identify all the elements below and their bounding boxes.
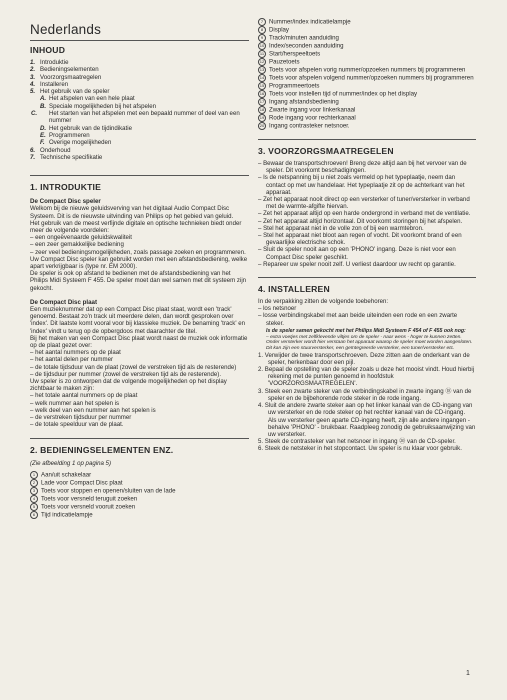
control-number-badge: 20 <box>259 123 265 128</box>
control-item <box>258 122 476 130</box>
bullet-item: – het aantal delen per nummer <box>30 356 113 364</box>
toc-item-number: 6. <box>30 146 36 154</box>
paragraph: In de verpakking zitten de volgende toebehoren: <box>258 298 389 306</box>
control-item <box>30 511 249 519</box>
toc-item <box>30 59 249 66</box>
precaution-item: – Zet het apparaat nooit direct op een versterker of tuner/versterker in verband met de warmte-afgifte hiervan. <box>258 196 470 211</box>
control-number-badge: 6 <box>30 511 38 519</box>
steps-list <box>258 352 476 453</box>
toc-item-number: 3. <box>30 73 36 81</box>
control-item <box>258 18 476 26</box>
control-number-badge: 8 <box>258 26 266 34</box>
install-step: 3. Steek een zwarte steker van de verbindingskabel in zwarte ingang ⑱ van de speler en de bijbehorende rode steker in de rode ingang. <box>258 387 472 402</box>
left-column <box>30 22 249 519</box>
toc-item-label: Introduktie <box>40 59 69 66</box>
control-label: Aan/uit schakelaar <box>41 471 92 479</box>
control-number-badge: 12 <box>259 59 265 64</box>
control-label: Toets voor versneld teruguit zoeken <box>41 495 138 503</box>
control-label: Index/seconden aanduiding <box>269 42 344 50</box>
control-item <box>258 90 476 98</box>
control-label: Track/minuten aanduiding <box>269 34 339 42</box>
install-step: 4. Sluit de andere zwarte steker aan op het linker kanaal van de CD-ingang van uw versterker en de rode steker op het rechter kanaal van de CD-ingang. Als uw versterker geen aparte CD-ingang heeft, zijn alle andere ingangen - behalve 'PHONO' - bruikbaar. Raadpleeg zonodig de gebruiksaanwijzing van uw versterker. <box>258 402 476 438</box>
control-label: Start/herspeeltoets <box>269 50 321 58</box>
divider <box>30 175 249 176</box>
toc-item-number: 4. <box>30 80 36 88</box>
control-item <box>258 74 476 82</box>
toc-item-label: Programmeren <box>49 131 90 139</box>
bullet-item: – losse verbindingskabel met aan beide uiteinden een rode en een zwarte steker. <box>258 312 458 327</box>
control-item <box>258 98 476 106</box>
control-number-badge: 1 <box>30 471 38 479</box>
control-label: Toets voor afspelen vorig nummer/opzoeken nummers bij programmeren <box>269 66 466 74</box>
toc-title: INHOUD <box>30 45 66 55</box>
bullet-list <box>30 234 249 256</box>
control-number-badge: 11 <box>259 51 265 56</box>
paragraph: Welkom bij de nieuwe geluidsverving van het digitaal Audio Compact Disc Systeem. Dit is de nieuwste uitvinding van Philips op het gebied van geluid. <box>30 205 234 220</box>
subheading: De Compact Disc plaat <box>30 298 98 306</box>
toc-item <box>30 125 249 132</box>
toc-item-label: Het gebruik van de tijdindikatie <box>49 124 132 132</box>
control-number-badge: 18 <box>259 107 265 112</box>
control-label: Toets voor afspelen volgend nummer/opzoeken nummers bij programmeren <box>269 74 474 82</box>
toc-item-number: E. <box>40 131 46 139</box>
toc-item-label: Overige mogelijkheden <box>49 139 112 147</box>
toc-item <box>30 139 249 146</box>
control-item <box>30 479 249 487</box>
note-bold: Is de speler samen gekocht met het Philips Midi Systeem F 454 of F 455 ook nog: <box>266 327 466 334</box>
paragraph: Uw Compact Disc speler kan gebruikt worden met een afstandsbediening, welke apart verkrijgbaar is (type nr. EM 2000). <box>30 255 248 270</box>
toc-item-number: C. <box>31 110 38 118</box>
control-number-badge: 7 <box>258 18 266 26</box>
toc-item <box>30 66 249 73</box>
control-label: Lade voor Compact Disc plaat <box>41 479 123 487</box>
page-number: 1 <box>466 670 470 677</box>
control-label: Nummer/index indicatielampje <box>269 18 351 26</box>
precaution-item: – Zet het apparaat altijd op een harde ondergrond in verband met de ventilatie. <box>258 210 471 218</box>
control-item <box>258 106 476 114</box>
toc-item-number: 7. <box>30 153 36 161</box>
bullet-item: – welk deel van een nummer aan het spelen is <box>30 406 156 414</box>
control-number-badge: 4 <box>30 495 38 503</box>
toc-item-label: Het gebruik van de speler <box>40 88 110 96</box>
control-item <box>258 50 476 58</box>
precaution-item: – Is de netspanning bij u niet zoals vermeld op het typeplaatje, neem dan contact op met uw handelaar. Het typeplaatje zit op de achterkant van het apparaat. <box>258 174 465 196</box>
divider <box>258 139 476 140</box>
bullet-item: – de totale speelduur van de plaat. <box>30 421 124 429</box>
toc-item-number: F. <box>40 139 45 147</box>
bullet-item: – de verstreken tijdsduur per nummer <box>30 414 132 422</box>
controls-list <box>30 471 249 519</box>
paragraph: Het gebruik van de meest verfijnde digitale en optische technieken biedt onder meer de volgende voordelen: <box>30 219 242 234</box>
control-label: Zwarte ingang voor linkerkanaal <box>269 106 356 114</box>
right-column <box>258 18 476 453</box>
control-item <box>258 42 476 50</box>
toc-item <box>30 81 249 88</box>
paragraph: Uw speler is zo ontworpen dat de volgende mogelijkheden op het display zichtbaar te maken zijn: <box>30 378 227 393</box>
control-item <box>258 58 476 66</box>
note-line: Onder versterker wordt hier verstaan het apparaat waarop de speler moet worden aangesloten. Dit kan zijn een stuurversterker, een geïntegreerde versterker, een tuner/versterker etc. <box>266 340 473 351</box>
install-title: 4. INSTALLEREN <box>258 284 330 295</box>
toc-item-number: 1. <box>30 59 36 66</box>
install-step: 5. Steek de contrasteker van het netsnoer in ingang ⑳ van de CD-speler. <box>258 438 456 446</box>
control-number-badge: 5 <box>30 503 38 511</box>
figure-reference: (Zie afbeelding 1 op pagina 5) <box>30 460 111 468</box>
toc-item-number: A. <box>40 95 47 103</box>
toc-item-label: Speciale mogelijkheden bij het afspelen <box>49 102 157 110</box>
precaution-item: – Bewaar de transportschroeven! Breng deze altijd aan bij het vervoer van de speler. Dit voorkomt beschadigingen. <box>258 160 467 175</box>
bullet-item: – zeer veel bedieningsmogelijkheden, zoals passage zoeken en programmeren. <box>30 248 246 256</box>
install-section <box>258 298 476 452</box>
toc-item-label: Het afspelen van een hele plaat <box>49 95 135 103</box>
paragraph: Bij het maken van een Compact Disc plaat wordt naast de muziek ook informatie op de plaat gezet over: <box>30 334 248 350</box>
control-item <box>30 471 249 479</box>
control-item <box>258 82 476 90</box>
bullet-item: – een ongeëvenaarde geluidskwaliteit <box>30 234 132 242</box>
control-number-badge: 15 <box>259 83 265 88</box>
control-label: Toets voor instellen tijd of nummer/index op het display <box>269 90 418 98</box>
toc-item <box>30 110 249 125</box>
bullet-item: – het totale aantal nummers op de plaat <box>30 392 138 400</box>
toc-item-label: Voorzorgsmaatregelen <box>40 73 102 81</box>
paragraph: Een muzieknummer dat op een Compact Disc plaat staat, wordt een 'track' genoemd. Bestaat zo'n track uit meerdere delen, dan wordt gesproken over 'index'. Dit laatste komt vooral voor bij klassieke muziek. De benaming 'track' en 'index' vindt u terug op de opbergdoos met daarachter de titel. <box>30 306 245 335</box>
toc-item-number: D. <box>40 124 47 132</box>
control-label: Tijd indicatielampje <box>41 511 93 519</box>
bullet-list <box>30 392 249 428</box>
divider <box>30 438 249 439</box>
precaution-item: – Stel het apparaat niet in de volle zon of bij een warmtebron. <box>258 224 424 232</box>
note-line: – extra voetjes met zelfklevende viltjes om de speler - naar wens - hoger te kunnen zetten. <box>266 334 462 340</box>
control-item <box>258 66 476 74</box>
control-label: Toets voor versneld vooruit zoeken <box>41 503 136 511</box>
toc-item <box>30 95 249 102</box>
control-label: Toets voor stoppen en openen/sluiten van de lade <box>41 487 176 495</box>
control-number-badge: 16 <box>259 91 265 96</box>
control-label: Display <box>269 26 289 34</box>
toc-item <box>30 147 249 154</box>
language-heading: Nederlands <box>30 22 102 37</box>
toc-item-label: Installeren <box>40 80 69 88</box>
toc-item <box>30 74 249 81</box>
control-item <box>30 495 249 503</box>
toc-item <box>30 103 249 110</box>
bullet-item: – een zeer gemakkelijke bediening <box>30 241 124 249</box>
toc-item-label: Onderhoud <box>40 146 71 154</box>
bullet-list <box>30 349 249 378</box>
install-step: 1. Verwijder de twee transportschroeven. Deze zitten aan de onderkant van de speler, herkenbaar door een pijl. <box>258 351 470 366</box>
intro-title: 1. INTRODUKTIE <box>30 182 102 193</box>
control-item <box>30 503 249 511</box>
controls-title: 2. BEDIENINGSELEMENTEN ENZ. <box>30 445 174 456</box>
toc-item <box>30 88 249 95</box>
toc-item-number: 2. <box>30 66 36 74</box>
install-step: 6. Steek de netsteker in het stopcontact. Uw speler is nu klaar voor gebruik. <box>258 445 462 453</box>
bullet-item: – het aantal nummers op de plaat <box>30 349 121 357</box>
control-number-badge: 10 <box>259 43 265 48</box>
precaution-item: – Stel het apparaat niet bloot aan regen of vocht. Dit voorkomt brand of een gevaarlijke electrische schok. <box>258 232 462 247</box>
control-number-badge: 19 <box>259 115 265 120</box>
toc-item-label: Bedieningselementen <box>40 66 99 74</box>
precaution-item: – Repareer uw speler nooit zelf. U verliest daardoor uw recht op garantie. <box>258 260 456 268</box>
toc-item-number: 5. <box>30 88 36 96</box>
divider <box>258 277 476 278</box>
controls-list <box>258 18 476 130</box>
control-label: Programmeertoets <box>269 82 320 90</box>
divider <box>30 40 249 41</box>
control-item <box>258 34 476 42</box>
install-step: 2. Bepaal de opstelling van de speler zoals u deze het mooist vindt. Houd hierbij rekening met de punten genoemd in hoofdstuk 'VOORZORGSMAATREGELEN'. <box>258 366 475 388</box>
precautions-title: 3. VOORZORGSMAATREGELEN <box>258 146 394 156</box>
bullet-list <box>258 305 476 327</box>
precaution-item: – Sluit de speler nooit aan op een 'PHONO' ingang. Deze is niet voor een Compact Disc speler geschikt. <box>258 246 456 261</box>
control-label: Ingang afstandsbediening <box>269 98 339 106</box>
control-label: Ingang contrasteker netsnoer. <box>269 122 350 130</box>
intro-section <box>30 198 249 428</box>
toc-item-label: Het starten van het afspelen met een bepaald nummer of deel van een nummer <box>49 110 240 125</box>
toc-item <box>30 132 249 139</box>
bullet-item: – los netsnoer <box>258 305 297 313</box>
paragraph: De speler is ook op afstand te bedienen met de afstandsbediening van het Philips Midi Systeem F 455. De speler moet dan wel samen met dit systeem zijn gekocht. <box>30 270 247 292</box>
toc-item <box>30 154 249 161</box>
subheading: De Compact Disc speler <box>30 198 101 206</box>
control-item <box>258 26 476 34</box>
bullet-item: – de tijdsduur per nummer (zowel de verstreken tijd als de resterende). <box>30 370 222 378</box>
control-label: Rode ingang voor rechterkanaal <box>269 114 356 122</box>
bullet-item: – welk nummer aan het spelen is <box>30 399 120 407</box>
control-number-badge: 14 <box>259 75 265 80</box>
control-number-badge: 17 <box>259 99 265 104</box>
control-number-badge: 13 <box>259 67 265 72</box>
control-number-badge: 2 <box>30 479 38 487</box>
table-of-contents <box>30 59 249 161</box>
bullet-item: – de totale tijdsduur van de plaat (zowel de verstreken tijd als de resterende) <box>30 363 237 371</box>
control-item <box>30 487 249 495</box>
toc-item-label: Technische specifikatie <box>40 153 103 161</box>
note <box>258 329 476 352</box>
control-label: Pauzetoets <box>269 58 300 66</box>
precaution-item: – Zet het apparaat altijd horizontaal. Dit voorkomt storingen bij het afspelen. <box>258 217 463 225</box>
control-number-badge: 9 <box>258 34 266 42</box>
precautions-list <box>258 160 476 268</box>
control-item <box>258 114 476 122</box>
toc-item-number: B. <box>40 102 47 110</box>
control-number-badge: 3 <box>30 487 38 495</box>
